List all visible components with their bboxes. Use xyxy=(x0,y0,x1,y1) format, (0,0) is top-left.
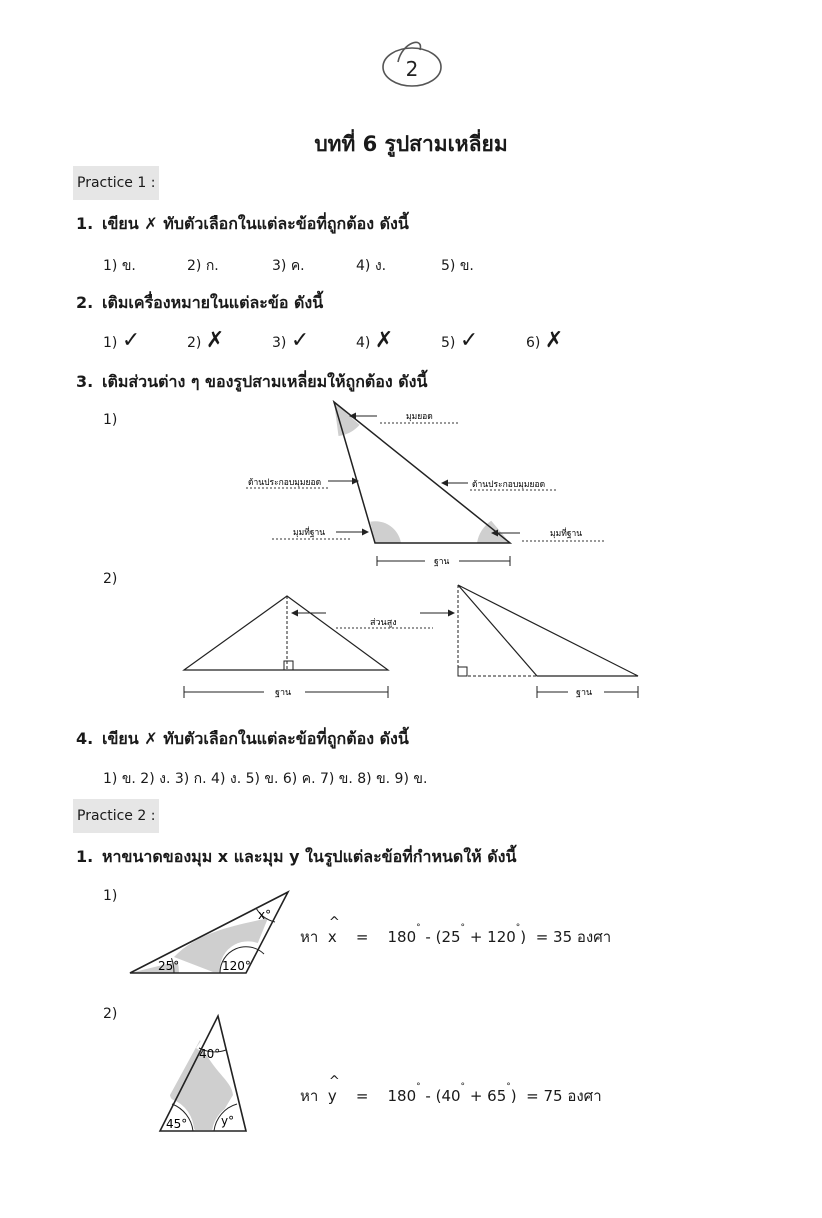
question-text: เติมส่วนต่าง ๆ ของรูปสามเหลี่ยมให้ถูกต้อง ดังนี้ xyxy=(102,372,428,391)
base-label-right: ฐาน xyxy=(576,688,593,698)
mark-item: 5) ✓ xyxy=(441,328,479,353)
angle-y-label: y° xyxy=(221,1114,235,1128)
practice-2-label: Practice 2 : xyxy=(73,799,159,833)
cross-mark-icon: ✗ xyxy=(544,328,564,353)
apex-angle-label: มุมยอด xyxy=(406,412,433,422)
question-text: เขียน ✗ ทับตัวเลือกในแต่ละข้อที่ถูกต้อง ดังนี้ xyxy=(102,729,409,748)
mark-item: 6) ✗ xyxy=(526,328,564,353)
cross-mark-icon: ✗ xyxy=(374,328,394,353)
mark-item: 3) ✓ xyxy=(272,328,310,353)
angle-40-label: 40° xyxy=(199,1047,221,1061)
angle-x-label: x° xyxy=(258,908,272,922)
question-text: เติมเครื่องหมายในแต่ละข้อ ดังนี้ xyxy=(102,293,324,312)
base-angle-right-label: มุมที่ฐาน xyxy=(550,529,583,539)
question-text: หาขนาดของมุม x และมุม y ในรูปแต่ละข้อที่กำหนดให้ ดังนี้ xyxy=(102,847,517,866)
practice-1-label: Practice 1 : xyxy=(73,166,159,200)
question-number: 4. xyxy=(76,729,94,748)
question-number: 3. xyxy=(76,372,94,391)
page-number: 2 xyxy=(405,57,419,81)
question-number: 2. xyxy=(76,293,94,312)
sub-number: 1) xyxy=(103,888,118,904)
question-number: 1. xyxy=(76,847,94,866)
answer-item: 4) ง. xyxy=(356,258,387,274)
answer-item: 2) ก. xyxy=(187,258,219,274)
equation-y: หา ^ y = 180° - (40° + 65°) = 75 องศา xyxy=(300,1084,602,1108)
angle-25-label: 25° xyxy=(158,959,180,973)
base-label-left: ฐาน xyxy=(275,688,292,698)
answer-item: 3) ค. xyxy=(272,258,305,274)
answer-item: 5) ข. xyxy=(441,258,474,274)
angle-120-label: 120° xyxy=(222,959,251,973)
base-label: ฐาน xyxy=(434,557,450,567)
mark-item: 1) ✓ xyxy=(103,328,141,353)
check-mark-icon: ✓ xyxy=(290,328,310,353)
cross-mark-icon: ✗ xyxy=(205,328,225,353)
right-side-label: ด้านประกอบมุมยอด xyxy=(472,480,546,490)
sub-number: 1) xyxy=(103,412,118,428)
left-side-label: ด้านประกอบมุมยอด xyxy=(248,478,322,488)
answer-item: 1) ข. xyxy=(103,258,136,274)
sub-number: 2) xyxy=(103,571,118,587)
sub-number: 2) xyxy=(103,1006,118,1022)
page-title: บทที่ 6 รูปสามเหลี่ยม xyxy=(314,132,508,156)
question-number: 1. xyxy=(76,214,94,233)
mark-item: 2) ✗ xyxy=(187,328,225,353)
answers-row: 1) ข. 2) ง. 3) ก. 4) ง. 5) ข. 6) ค. 7) ข. 8) ข. 9) ข. xyxy=(103,771,428,787)
equation-x: หา ^ x = 180° - (25° + 120°) = 35 องศา xyxy=(300,925,611,949)
check-mark-icon: ✓ xyxy=(459,328,479,353)
base-angle-left-label: มุมที่ฐาน xyxy=(293,528,326,538)
question-text: เขียน ✗ ทับตัวเลือกในแต่ละข้อที่ถูกต้อง ดังนี้ xyxy=(102,214,409,233)
mark-item: 4) ✗ xyxy=(356,328,394,353)
check-mark-icon: ✓ xyxy=(121,328,141,353)
angle-45-label: 45° xyxy=(166,1117,188,1131)
height-label: ส่วนสูง xyxy=(370,618,397,628)
